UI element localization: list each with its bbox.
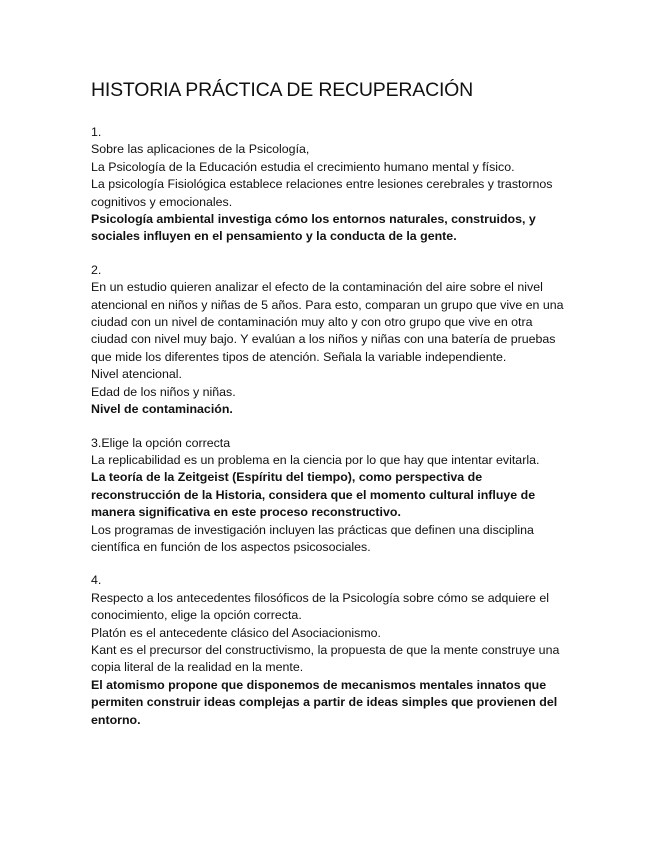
document-content [91,78,571,729]
question-1 [91,124,571,246]
question-number: 1. [91,125,102,139]
answer-option: Los programas de investigación incluyen las prácticas que definen una disciplina científica en función de los aspectos psicosociales. [91,522,534,554]
answer-option: Platón es el antecedente clásico del Asociacionismo. [91,625,381,640]
question-prompt: En un estudio quieren analizar el efecto de la contaminación del aire sobre el nivel atencional en niños y niñas de 5 años. Para esto, comparan un grupo que vive en una ciudad con un nivel de contaminación muy alto y con otro grupo que vive en otra ciudad con nivel muy bajo. Y evalúan a los niños y niñas con una batería de pruebas que mide los diferentes tipos de atención. Señala la variable independiente. [91,280,564,364]
question-3 [91,435,571,557]
question-2 [91,262,571,419]
question-number: 2. [91,262,102,277]
answer-option: La replicabilidad es un problema en la ciencia por lo que hay que intentar evitarla. [91,452,540,467]
correct-answer-option: Nivel de contaminación. [91,402,233,417]
question-4 [91,572,571,729]
correct-answer-option: El atomismo propone que disponemos de mecanismos mentales innatos que permiten construir ideas complejas a partir de ideas simples que provienen del entorno. [91,677,558,727]
answer-option: La psicología Fisiológica establece relaciones entre lesiones cerebrales y trastornos cognitivos y emocionales. [91,177,553,209]
document-title: HISTORIA PRÁCTICA DE RECUPERACIÓN [91,79,474,101]
answer-option: Nivel atencional. [91,367,182,382]
question-prompt: Respecto a los antecedentes filosóficos de la Psicología sobre cómo se adquiere el conocimiento, elige la opción correcta. [91,590,550,623]
answer-option: Kant es el precursor del constructivismo, la propuesta de que la mente construye una copia literal de la realidad en la mente. [91,642,560,675]
correct-answer-option: La teoría de la Zeitgeist (Espíritu del tiempo), como perspectiva de reconstrucción de la Historia, considera que el momento cultural influye de manera significativa en este proceso reconstructivo. [91,470,536,520]
question-number: 4. [91,573,102,588]
correct-answer-option: Psicología ambiental investiga cómo los entornos naturales, construidos, y sociales influyen en el pensamiento y la conducta de la gente. [91,212,536,244]
answer-option: Edad de los niños y niñas. [91,384,236,399]
question-prompt: Sobre las aplicaciones de la Psicología, [91,142,310,157]
question-number: 3.Elige la opción correcta [91,435,231,450]
answer-option: La Psicología de la Educación estudia el crecimiento humano mental y físico. [91,159,515,174]
